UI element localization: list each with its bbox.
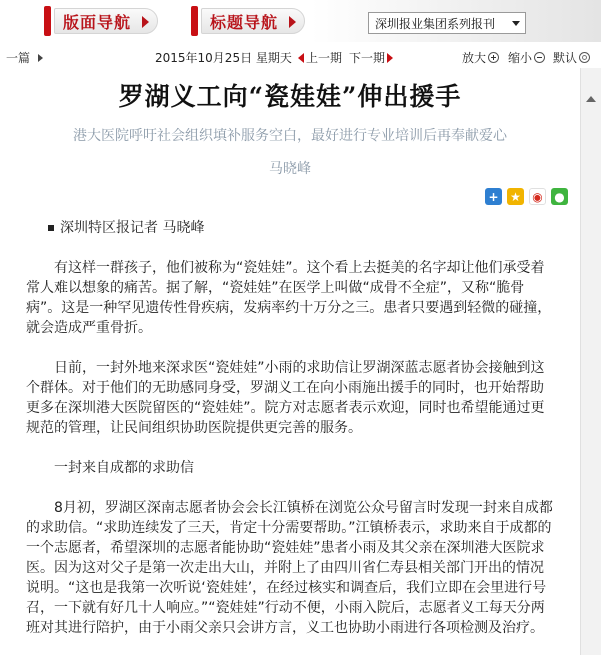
arrow-right-icon: [289, 16, 296, 28]
default-size-button[interactable]: 默认: [553, 49, 590, 66]
arrow-right-icon: [387, 53, 393, 63]
weibo-share-icon[interactable]: ◉: [529, 188, 546, 205]
plus-icon[interactable]: [488, 52, 499, 63]
wechat-share-icon[interactable]: ●: [551, 188, 568, 205]
article-body: [26, 218, 554, 638]
article-panel: [0, 68, 580, 655]
prev-article-link[interactable]: 一篇: [6, 49, 43, 66]
issue-date: 2015年10月25日 星期天: [155, 51, 292, 65]
zoom-in-button[interactable]: 放大: [462, 49, 499, 66]
scroll-up-icon[interactable]: [586, 96, 596, 102]
share-toolbar: [485, 188, 568, 205]
arrow-left-icon: [298, 53, 304, 63]
chevron-down-icon[interactable]: [507, 13, 525, 33]
article-author: 马晓峰: [269, 161, 311, 177]
layout-nav-tab[interactable]: [44, 6, 158, 36]
newspaper-select-value[interactable]: 深圳报业集团系列报刊: [375, 16, 496, 31]
minus-icon[interactable]: [534, 52, 545, 63]
vertical-scrollbar[interactable]: [580, 68, 601, 655]
arrow-right-icon: [142, 16, 149, 28]
add-share-icon[interactable]: +: [485, 188, 502, 205]
arrow-right-icon: [38, 54, 43, 62]
prev-issue-link[interactable]: 上一期: [298, 49, 342, 66]
top-navigation-bar: [0, 0, 601, 42]
article-paragraph: 8月初，罗湖区深南志愿者协会会长江镇桥在浏览公众号留言时发现一封来自成都的求助信。“求助连续发了三天，肯定十分需要帮助。”江镇桥表示，求助来自于成都的一个志愿者，希望深圳的志愿者能协助“瓷娃娃”患者小雨及其父亲在深圳港大医院求医。因为这对父子是第一次走出大山，并附上了由四川省仁寿县相关部门开出的情况说明。“这也是我第一次听说‘瓷娃娃’，在经过核实和调查后，我们立即在会里进行号召，一下就有好几十人响应。”“瓷娃娃”行动不便，小雨入院后，志愿者义工每天分两班对其进行陪护，由于小雨父亲只会讲方言，义工也协助小雨进行各项检测及治疗。: [26, 500, 553, 636]
section-heading: 一封来自成都的求助信: [54, 460, 194, 476]
layout-nav-label[interactable]: 版面导航: [63, 12, 132, 32]
qzone-share-icon[interactable]: ★: [507, 188, 524, 205]
title-nav-label[interactable]: 标题导航: [210, 12, 279, 32]
zoom-out-button[interactable]: 缩小: [508, 49, 545, 66]
article-paragraph: 有这样一群孩子，他们被称为“瓷娃娃”。这个看上去挺美的名字却让他们承受着常人难以想象的痛苦。据了解，“瓷娃娃”在医学上叫做“成骨不全症”，又称“脆骨病”。这是一种罕见遗传性骨疾病，发病率约十万分之三。患者只要遇到轻微的碰撞，就会造成严重骨折。: [26, 260, 552, 336]
title-nav-tab[interactable]: [191, 6, 305, 36]
newspaper-select[interactable]: [368, 12, 526, 34]
reporter-byline: 深圳特区报记者 马晓峰: [48, 218, 554, 238]
article-subtitle: 港大医院呼吁社会组织填补服务空白，最好进行专业培训后再奉献爱心: [73, 128, 507, 144]
reader-toolbar: [0, 46, 601, 68]
reset-icon[interactable]: [579, 52, 590, 63]
next-issue-link[interactable]: 下一期: [349, 49, 393, 66]
article-paragraph: 日前，一封外地来深求医“瓷娃娃”小雨的求助信让罗湖深蓝志愿者协会接触到这个群体。对于他们的无助感同身受，罗湖义工在向小雨施出援手的同时，也开始帮助更多在深圳港大医院留医的“瓷娃娃”。院方对志愿者表示欢迎，同时也希望能通过更规范的管理，让民间组织协助医院提供更完善的服务。: [26, 360, 545, 436]
bullet-icon: [48, 225, 54, 231]
article-title: 罗湖义工向“瓷娃娃”伸出援手: [118, 82, 462, 111]
